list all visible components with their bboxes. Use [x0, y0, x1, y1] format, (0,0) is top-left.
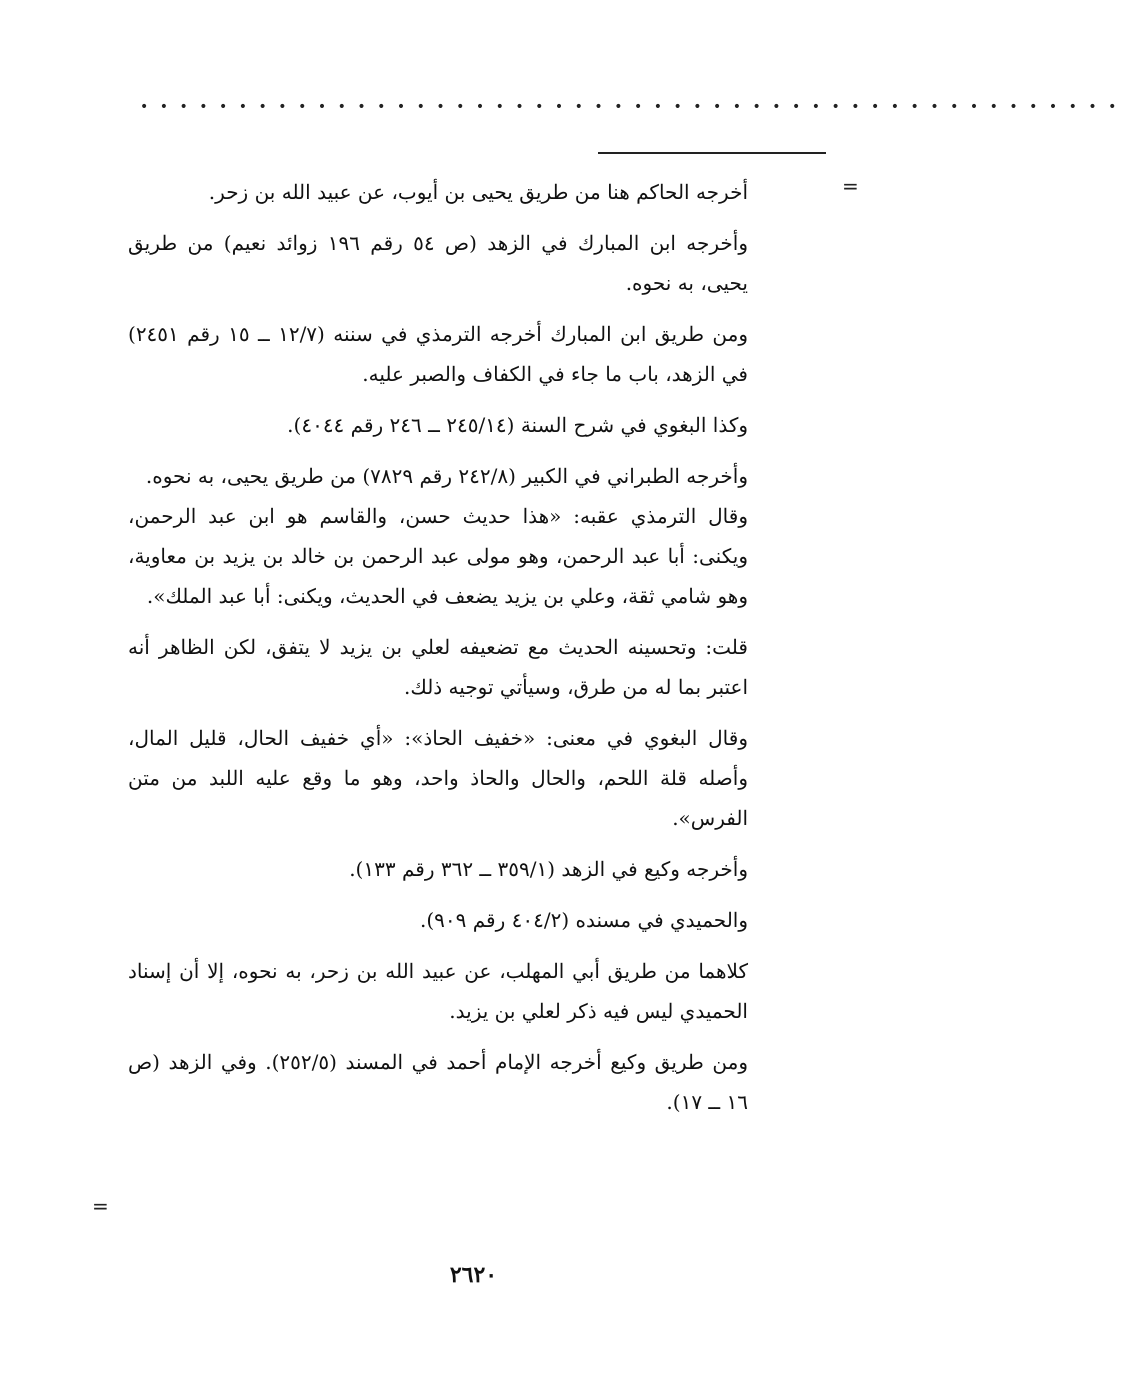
- paragraph: وأخرجه وكيع في الزهد (٣٥٩/١ ــ ٣٦٢ رقم ١٣٣).: [349, 857, 748, 881]
- paragraph: ومن طريق وكيع أخرجه الإمام أحمد في المسند (٢٥٢/٥). وفي الزهد (ص ١٦ ــ ١٧).: [128, 1050, 748, 1114]
- paragraph: وكذا البغوي في شرح السنة (٢٤٥/١٤ ــ ٢٤٦ رقم ٤٠٤٤).: [287, 413, 748, 437]
- page-number: ٢٦٢٠: [449, 1262, 498, 1288]
- header-dotted-line: ••••••••••••••••••••••••••••••••••••••••••••••••••: [140, 99, 1128, 115]
- paragraph: وأخرجه ابن المبارك في الزهد (ص ٥٤ رقم ١٩٦ زوائد نعيم) من طريق يحيى، به نحوه.: [128, 231, 748, 295]
- paragraph: وقال الترمذي عقبه: «هذا حديث حسن، والقاسم هو ابن عبد الرحمن، ويكنى: أبا عبد الرحمن، وهو مولى عبد الرحمن بن خالد بن يزيد بن معاوية، وهو شامي ثقة، وعلي بن يزيد يضعف في الحديث، ويكنى: أبا عبد الملك».: [128, 504, 748, 608]
- footnote-separator-rule: [598, 152, 826, 154]
- paragraph: أخرجه الحاكم هنا من طريق يحيى بن أيوب، عن عبيد الله بن زحر.: [208, 180, 748, 204]
- paragraph: وقال البغوي في معنى: «خفيف الحاذ»: «أي خفيف الحال، قليل المال، وأصله قلة اللحم، والحال والحاذ واحد، وهو ما وقع عليه اللبد من متن الفرس».: [128, 726, 748, 830]
- footnote-text-block: [128, 172, 748, 1133]
- paragraph: والحميدي في مسنده (٤٠٤/٢ رقم ٩٠٩).: [419, 908, 748, 932]
- continuation-mark-top: =: [842, 174, 859, 198]
- continuation-mark-bottom: =: [92, 1194, 109, 1218]
- paragraph: قلت: وتحسينه الحديث مع تضعيفه لعلي بن يزيد لا يتفق، لكن الظاهر أنه اعتبر بما له من طرق، وسيأتي توجيه ذلك.: [128, 635, 748, 699]
- paragraph: ومن طريق ابن المبارك أخرجه الترمذي في سننه (١٢/٧ ــ ١٥ رقم ٢٤٥١) في الزهد، باب ما جاء في الكفاف والصبر عليه.: [128, 322, 748, 386]
- paragraph: كلاهما من طريق أبي المهلب، عن عبيد الله بن زحر، به نحوه، إلا أن إسناد الحميدي ليس فيه ذكر لعلي بن يزيد.: [128, 959, 748, 1023]
- paragraph: وأخرجه الطبراني في الكبير (٢٤٢/٨ رقم ٧٨٢٩) من طريق يحيى، به نحوه.: [145, 464, 748, 488]
